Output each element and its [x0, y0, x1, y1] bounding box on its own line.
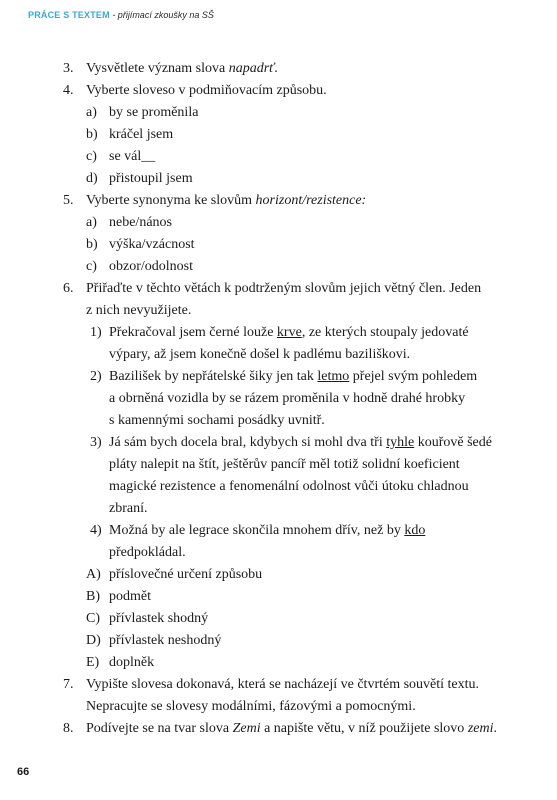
header-subtitle: - přijímací zkoušky na SŠ [109, 10, 214, 20]
option-text: obzor/odolnost [109, 259, 193, 274]
option-item [0, 212, 557, 234]
option-text: přívlastek neshodný [109, 633, 222, 648]
sentence-label: 4) [90, 523, 102, 538]
sentence-2 [0, 366, 557, 388]
question-text: Vyberte sloveso v podmiňovacím způsobu. [86, 83, 327, 98]
question-number: 5. [63, 193, 74, 208]
question-number: 8. [63, 721, 74, 736]
option-label: a) [86, 105, 97, 120]
sentence-continuation: magické rezistence a fenomenální odolnost vůči útoku chladnou [109, 479, 469, 494]
underlined-word: tyhle [386, 435, 415, 450]
option-text: přívlastek shodný [109, 611, 209, 626]
emphasized-word: Zemi [232, 721, 261, 736]
sentence-continuation: předpokládal. [109, 545, 186, 560]
question-5 [0, 190, 557, 212]
question-3 [0, 58, 557, 80]
question-number: 7. [63, 677, 74, 692]
option-label: D) [86, 633, 101, 648]
option-item [0, 124, 557, 146]
sentence-text: Možná by ale legrace skončila mnohem dřív, než by kdo [109, 523, 426, 538]
option-item [0, 630, 557, 652]
option-text: výška/vzácnost [109, 237, 195, 252]
option-item [0, 586, 557, 608]
emphasized-word: horizont/rezistence: [255, 193, 367, 208]
emphasized-word: zemi [467, 721, 494, 736]
question-number: 6. [63, 281, 74, 296]
option-item [0, 256, 557, 278]
option-text: přistoupil jsem [109, 171, 193, 186]
option-item [0, 168, 557, 190]
sentence-continuation: výpary, až jsem konečně došel k padlému baziliškovi. [109, 347, 411, 362]
option-label: c) [86, 259, 97, 274]
sentence-continuation: pláty nalepit na štít, ještěrův pancíř měl totiž solidní koeficient [109, 457, 460, 472]
sentence-text: Bazilišek by nepřátelské šiky jen tak letmo přejel svým pohledem [109, 369, 478, 384]
underlined-word: letmo [317, 369, 350, 384]
header-brand: PRÁCE S TEXTEM [28, 10, 110, 20]
question-text: Přiřaďte v těchto větách k podtrženým slovům jejich větný člen. Jeden [86, 281, 482, 296]
question-text: Vypište slovesa dokonavá, která se nacházejí ve čtvrtém souvětí textu. [86, 677, 480, 692]
question-number: 4. [63, 83, 74, 98]
option-label: a) [86, 215, 97, 230]
underlined-word: krve [276, 325, 302, 340]
option-item [0, 652, 557, 674]
option-label: b) [86, 237, 98, 252]
sentence-text: Já sám bych docela bral, kdybych si mohl dva tři tyhle kouřově šedé [109, 435, 492, 450]
option-label: E) [86, 655, 100, 670]
option-text: příslovečné určení způsobu [109, 567, 263, 582]
sentence-1 [0, 322, 557, 344]
question-6 [0, 278, 557, 300]
sentence-continuation: s kamennými sochami posádky uvnitř. [109, 413, 325, 428]
option-text: podmět [109, 589, 151, 604]
exercise-list [0, 58, 557, 740]
sentence-4 [0, 520, 557, 542]
sentence-text: Překračoval jsem černé louže krve, ze kterých stoupaly jedovaté [109, 325, 469, 340]
option-label: b) [86, 127, 98, 142]
option-item [0, 234, 557, 256]
question-8 [0, 718, 557, 740]
question-number: 3. [63, 61, 74, 76]
sentence-3 [0, 432, 557, 454]
question-text: Vysvětlete význam slova napadrť. [86, 61, 278, 76]
option-text: nebe/nános [109, 215, 172, 230]
question-text-continuation: z nich nevyužijete. [86, 303, 192, 318]
question-text: Podívejte se na tvar slova Zemi a napište větu, v níž použijete slovo zemi. [86, 721, 497, 736]
sentence-label: 2) [90, 369, 102, 384]
sentence-label: 3) [90, 435, 102, 450]
sentence-continuation: zbraní. [109, 501, 148, 516]
option-text: by se proměnila [109, 105, 199, 120]
option-text: kráčel jsem [109, 127, 174, 142]
option-item [0, 564, 557, 586]
question-7 [0, 674, 557, 696]
sentence-continuation: a obrněná vozidla by se rázem proměnila v hodně drahé hrobky [109, 391, 466, 406]
page-number: 66 [17, 766, 30, 778]
sentence-label: 1) [90, 325, 102, 340]
emphasized-word: napadrť [228, 61, 275, 76]
option-label: C) [86, 611, 100, 626]
option-label: c) [86, 149, 97, 164]
option-text: se vál__ [109, 149, 156, 164]
option-item [0, 608, 557, 630]
underlined-word: kdo [404, 523, 426, 538]
option-item [0, 146, 557, 168]
question-text: Vyberte synonyma ke slovům horizont/rezistence: [86, 193, 367, 208]
option-label: B) [86, 589, 100, 604]
running-header [28, 9, 214, 21]
option-label: d) [86, 171, 98, 186]
question-4 [0, 80, 557, 102]
option-text: doplněk [109, 655, 155, 670]
option-label: A) [86, 567, 101, 582]
option-item [0, 102, 557, 124]
question-text-continuation: Nepracujte se slovesy modálními, fázovými a pomocnými. [86, 699, 416, 714]
